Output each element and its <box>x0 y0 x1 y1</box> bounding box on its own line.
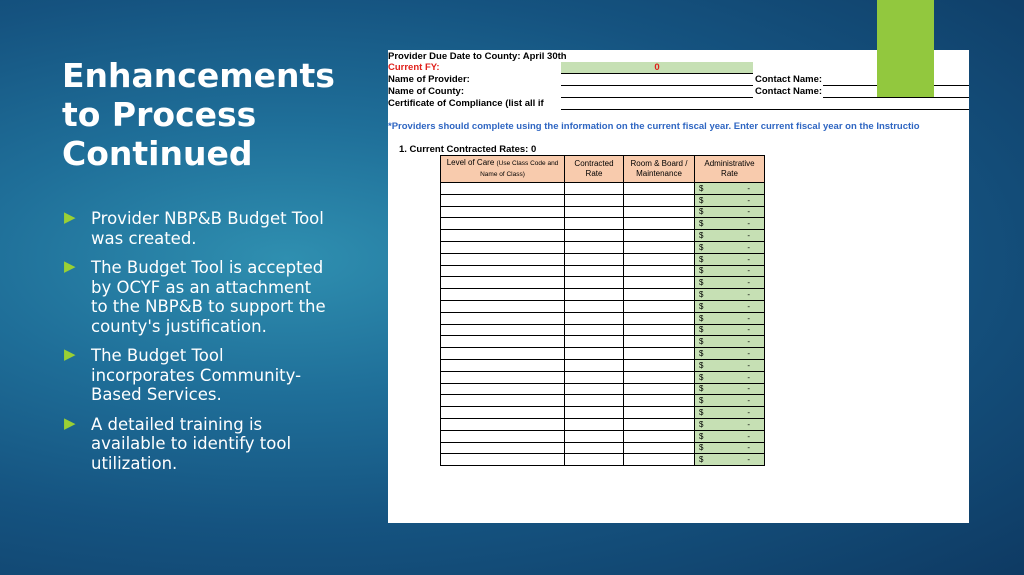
bullet-item <box>62 415 332 474</box>
cell-room-board <box>624 359 695 371</box>
admin-value: - <box>747 360 750 370</box>
cell-level <box>441 206 565 218</box>
cell-admin-rate <box>695 300 765 312</box>
table-row <box>441 442 765 454</box>
cell-admin-rate <box>695 230 765 242</box>
instructions-note: *Providers should complete using the information on the current fiscal year. Enter current fiscal year on the Instructio <box>388 121 920 132</box>
currency-symbol: $ <box>699 396 704 406</box>
cell-admin-rate <box>695 454 765 466</box>
table-row <box>441 395 765 407</box>
admin-value: - <box>747 183 750 193</box>
admin-value: - <box>747 384 750 394</box>
cell-room-board <box>624 194 695 206</box>
input-line <box>561 73 753 74</box>
cell-contracted <box>565 430 624 442</box>
cell-admin-rate <box>695 395 765 407</box>
cell-admin-rate <box>695 241 765 253</box>
admin-value: - <box>747 372 750 382</box>
cell-contracted <box>565 300 624 312</box>
cell-level <box>441 277 565 289</box>
cell-room-board <box>624 265 695 277</box>
cell-level <box>441 371 565 383</box>
bullet-list <box>62 209 332 483</box>
cell-contracted <box>565 253 624 265</box>
cell-room-board <box>624 383 695 395</box>
admin-value: - <box>747 278 750 288</box>
table-row <box>441 183 765 195</box>
bullet-item <box>62 346 332 405</box>
cell-level <box>441 312 565 324</box>
cell-contracted <box>565 383 624 395</box>
table-row <box>441 300 765 312</box>
triangle-bullet-icon: ▶ <box>64 413 76 432</box>
currency-symbol: $ <box>699 219 704 229</box>
cell-level <box>441 359 565 371</box>
cell-room-board <box>624 418 695 430</box>
cell-contracted <box>565 230 624 242</box>
cell-room-board <box>624 277 695 289</box>
col-room-board: Room & Board / Maintenance <box>624 156 695 183</box>
cell-contracted <box>565 241 624 253</box>
currency-symbol: $ <box>699 183 704 193</box>
table-row <box>441 430 765 442</box>
cell-room-board <box>624 442 695 454</box>
cell-room-board <box>624 289 695 301</box>
table-row <box>441 336 765 348</box>
cell-contracted <box>565 206 624 218</box>
cell-room-board <box>624 430 695 442</box>
input-line <box>561 97 753 98</box>
currency-symbol: $ <box>699 443 704 453</box>
cell-level <box>441 454 565 466</box>
cell-admin-rate <box>695 359 765 371</box>
cell-contracted <box>565 277 624 289</box>
cell-contracted <box>565 348 624 360</box>
cell-admin-rate <box>695 336 765 348</box>
cell-level <box>441 183 565 195</box>
bullet-text: A detailed training is available to identify tool utilization. <box>91 414 292 473</box>
currency-symbol: $ <box>699 349 704 359</box>
cell-room-board <box>624 183 695 195</box>
table-row <box>441 324 765 336</box>
cell-room-board <box>624 371 695 383</box>
bullet-text: The Budget Tool is accepted by OCYF as an attachment to the NBP&B to support the county's justification. <box>91 258 326 336</box>
level-small: (Use Class Code and Name of Class) <box>480 160 559 178</box>
cell-room-board <box>624 230 695 242</box>
currency-symbol: $ <box>699 254 704 264</box>
bullet-item <box>62 209 332 248</box>
cell-level <box>441 230 565 242</box>
table-row <box>441 359 765 371</box>
triangle-bullet-icon: ▶ <box>64 257 76 275</box>
cell-admin-rate <box>695 407 765 419</box>
table-row <box>441 454 765 466</box>
cell-admin-rate <box>695 265 765 277</box>
admin-value: - <box>747 242 750 252</box>
spreadsheet-image <box>388 50 969 523</box>
currency-symbol: $ <box>699 337 704 347</box>
cell-admin-rate <box>695 383 765 395</box>
currency-symbol: $ <box>699 431 704 441</box>
admin-value: - <box>747 455 750 465</box>
cell-level <box>441 418 565 430</box>
currency-symbol: $ <box>699 455 704 465</box>
cell-contracted <box>565 395 624 407</box>
cell-contracted <box>565 371 624 383</box>
cell-admin-rate <box>695 194 765 206</box>
cell-contracted <box>565 289 624 301</box>
currency-symbol: $ <box>699 408 704 418</box>
table-row <box>441 265 765 277</box>
currency-symbol: $ <box>699 313 704 323</box>
cell-room-board <box>624 206 695 218</box>
cell-contracted <box>565 183 624 195</box>
admin-value: - <box>747 266 750 276</box>
admin-value: - <box>747 349 750 359</box>
table-row <box>441 194 765 206</box>
currency-symbol: $ <box>699 301 704 311</box>
table-row <box>441 289 765 301</box>
currency-symbol: $ <box>699 384 704 394</box>
cell-contracted <box>565 359 624 371</box>
current-fy-value: 0 <box>561 62 753 73</box>
admin-value: - <box>747 195 750 205</box>
cell-admin-rate <box>695 418 765 430</box>
currency-symbol: $ <box>699 195 704 205</box>
cell-contracted <box>565 218 624 230</box>
bullet-text: The Budget Tool incorporates Community-Based Services. <box>91 346 302 404</box>
admin-value: - <box>747 419 750 429</box>
admin-value: - <box>747 290 750 300</box>
currency-symbol: $ <box>699 231 704 241</box>
cell-room-board <box>624 312 695 324</box>
currency-symbol: $ <box>699 419 704 429</box>
cell-admin-rate <box>695 206 765 218</box>
table-row <box>441 230 765 242</box>
cell-level <box>441 241 565 253</box>
table-row <box>441 418 765 430</box>
cell-level <box>441 253 565 265</box>
rates-table <box>440 155 765 466</box>
cell-admin-rate <box>695 218 765 230</box>
level-main: Level of Care <box>446 158 495 167</box>
col-contracted-rate: Contracted Rate <box>565 156 624 183</box>
cell-contracted <box>565 407 624 419</box>
admin-value: - <box>747 431 750 441</box>
currency-symbol: $ <box>699 360 704 370</box>
cell-contracted <box>565 418 624 430</box>
table-row <box>441 253 765 265</box>
cell-admin-rate <box>695 371 765 383</box>
admin-value: - <box>747 396 750 406</box>
currency-symbol: $ <box>699 278 704 288</box>
cell-room-board <box>624 324 695 336</box>
cell-level <box>441 407 565 419</box>
rates-heading: 1. Current Contracted Rates: 0 <box>399 144 537 155</box>
input-line <box>561 109 969 110</box>
admin-value: - <box>747 231 750 241</box>
cell-level <box>441 289 565 301</box>
cell-level <box>441 336 565 348</box>
currency-symbol: $ <box>699 242 704 252</box>
table-row <box>441 312 765 324</box>
cell-level <box>441 300 565 312</box>
cell-contracted <box>565 265 624 277</box>
cell-contracted <box>565 454 624 466</box>
admin-value: - <box>747 313 750 323</box>
table-row <box>441 407 765 419</box>
admin-value: - <box>747 301 750 311</box>
admin-value: - <box>747 254 750 264</box>
cell-room-board <box>624 348 695 360</box>
cell-admin-rate <box>695 442 765 454</box>
col-admin-rate: Administrative Rate <box>695 156 765 183</box>
currency-symbol: $ <box>699 372 704 382</box>
admin-value: - <box>747 408 750 418</box>
cell-level <box>441 324 565 336</box>
cell-room-board <box>624 336 695 348</box>
cell-level <box>441 265 565 277</box>
accent-tab <box>877 0 934 97</box>
cell-contracted <box>565 442 624 454</box>
table-body <box>441 183 765 466</box>
cell-contracted <box>565 194 624 206</box>
due-date-label: Provider Due Date to County: April 30th <box>388 51 567 62</box>
cell-admin-rate <box>695 183 765 195</box>
cell-room-board <box>624 300 695 312</box>
cell-admin-rate <box>695 253 765 265</box>
cell-level <box>441 218 565 230</box>
cell-level <box>441 194 565 206</box>
cell-level <box>441 430 565 442</box>
bullet-text: Provider NBP&B Budget Tool was created. <box>91 209 324 248</box>
cell-contracted <box>565 336 624 348</box>
input-line <box>823 97 969 98</box>
title-line-2: to Process <box>62 95 257 134</box>
table-row <box>441 383 765 395</box>
table-row <box>441 218 765 230</box>
cell-level <box>441 383 565 395</box>
cell-admin-rate <box>695 277 765 289</box>
currency-symbol: $ <box>699 325 704 335</box>
table-row <box>441 241 765 253</box>
current-fy-label: Current FY: <box>388 62 440 73</box>
table-row <box>441 277 765 289</box>
triangle-bullet-icon: ▶ <box>64 345 76 363</box>
table-header-row <box>441 156 765 183</box>
table-row <box>441 371 765 383</box>
title-line-3: Continued <box>62 134 253 173</box>
cell-room-board <box>624 253 695 265</box>
cell-level <box>441 348 565 360</box>
county-name-label: Name of County: <box>388 86 464 97</box>
cell-level <box>441 442 565 454</box>
cell-admin-rate <box>695 312 765 324</box>
cell-level <box>441 395 565 407</box>
title-line-1: Enhancements <box>62 56 335 95</box>
contact-name-label-1: Contact Name: <box>755 74 823 85</box>
cell-room-board <box>624 241 695 253</box>
currency-symbol: $ <box>699 290 704 300</box>
triangle-bullet-icon: ▶ <box>64 208 76 226</box>
admin-value: - <box>747 207 750 217</box>
bullet-item <box>62 258 332 336</box>
certificate-label: Certificate of Compliance (list all if <box>388 98 544 109</box>
col-level-of-care <box>441 156 565 183</box>
cell-room-board <box>624 407 695 419</box>
admin-value: - <box>747 325 750 335</box>
table-row <box>441 206 765 218</box>
slide-title <box>62 56 362 173</box>
currency-symbol: $ <box>699 207 704 217</box>
cell-admin-rate <box>695 324 765 336</box>
input-line <box>561 85 753 86</box>
provider-name-label: Name of Provider: <box>388 74 470 85</box>
cell-room-board <box>624 218 695 230</box>
cell-room-board <box>624 454 695 466</box>
cell-admin-rate <box>695 289 765 301</box>
admin-value: - <box>747 337 750 347</box>
admin-value: - <box>747 219 750 229</box>
cell-contracted <box>565 312 624 324</box>
cell-contracted <box>565 324 624 336</box>
table-row <box>441 348 765 360</box>
currency-symbol: $ <box>699 266 704 276</box>
contact-name-label-2: Contact Name: <box>755 86 823 97</box>
cell-room-board <box>624 395 695 407</box>
cell-admin-rate <box>695 430 765 442</box>
cell-admin-rate <box>695 348 765 360</box>
admin-value: - <box>747 443 750 453</box>
